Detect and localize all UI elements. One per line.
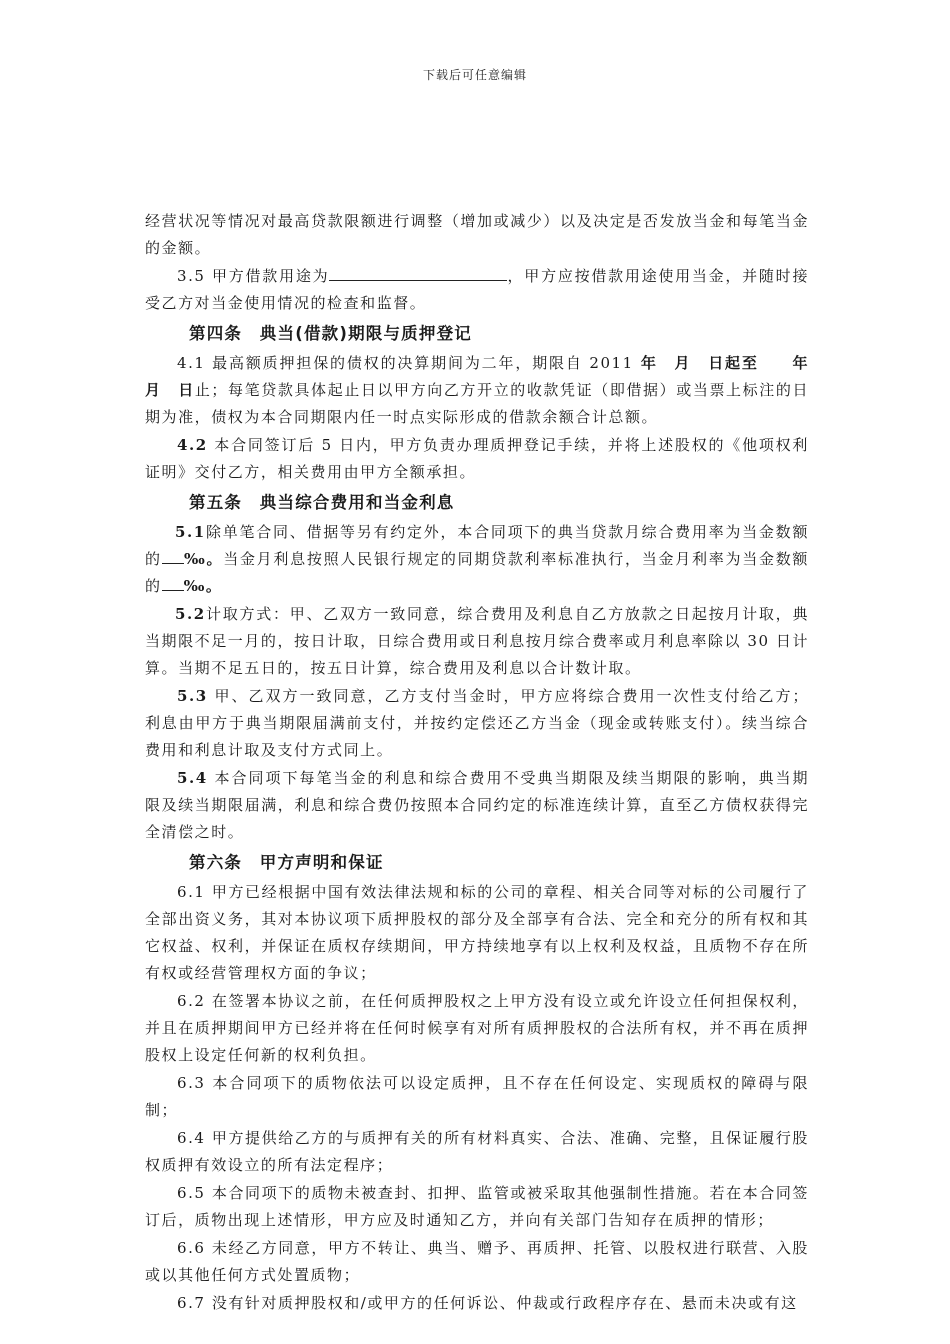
clause-5-1-number: 5.1 [175,523,206,541]
clause-6-7: 6.7 没有针对质押股权和/或甲方的任何诉讼、仲裁或行政程序存在、悬而未决或有这 [177,1294,798,1312]
clause-6-4: 6.4 甲方提供给乙方的与质押有关的所有材料真实、合法、准确、完整，且保证履行股权质押有效设立的所有法定程序； [145,1129,809,1174]
clause-5-1-text-a: 除单笔合同、借据等另有约定外，本合同项下的典当贷款月综合费用率为当金数额的 [145,523,809,568]
clause-4-1-text-a: 4.1 最高额质押担保的债权的决算期间为二年，期限自 2011 [177,354,634,372]
clause-6-6: 6.6 未经乙方同意，甲方不转让、典当、赠予、再质押、托管、以股权进行联营、入股或以其他任何方式处置质物； [145,1239,809,1284]
clause-4-2-text: 本合同签订后 5 日内，甲方负责办理质押登记手续，并将上述股权的《他项权利证明》交付乙方，相关费用由甲方全额承担。 [145,436,809,481]
clause-5-2 [145,601,809,682]
clause-4-1-text-c: 止；每笔贷款具体起止日以甲方向乙方开立的收款凭证（即借据）或当票上标注的日期为准，债权为本合同期限内任一时点实际形成的借款余额合计总额。 [145,381,809,426]
clause-6-5: 6.5 本合同项下的质物未被查封、扣押、监管或被采取其他强制性措施。若在本合同签订后，质物出现上述情形，甲方应及时通知乙方，并向有关部门告知存在质押的情形； [145,1184,809,1229]
heading-article-4: 第四条 典当(借款)期限与质押登记 [189,324,472,343]
clause-5-1-permille-2: ‰。 [183,577,223,595]
clause-5-3 [145,683,809,764]
clause-6-1: 6.1 甲方已经根据中国有效法律法规和标的公司的章程、相关合同等对标的公司履行了全部出资义务，其对本协议项下质押股权的部分及全部享有合法、完全和充分的所有权和其它权益、权利，并保证在质权存续期间，甲方持续地享有以上权利及权益，且质物不存在所有权或经营管理权方面的争议； [145,883,809,982]
clause-6-2: 6.2 在签署本协议之前，在任何质押股权之上甲方没有设立或允许设立任何担保权利，并且在质押期间甲方已经并将在任何时候享有对所有质押股权的合法所有权，并不再在质押股权上设定任何新的权利负担。 [145,992,809,1064]
document-body [145,208,826,1318]
clause-3-5-text-b: ，甲方应按借款用途使用当金，并随时接受乙方对当金使用情况的检查和监督。 [145,267,809,312]
heading-article-6: 第六条 甲方声明和保证 [189,853,384,872]
clause-5-3-text: 甲、乙双方一致同意，乙方支付当金时，甲方应将综合费用一次性支付给乙方；利息由甲方于典当期限届满前支付，并按约定偿还乙方当金（现金或转账支付）。续当综合费用和利息计取及支付方式同上。 [145,687,809,759]
blank-loan-purpose[interactable] [329,266,507,281]
paragraph-continuation: 经营状况等情况对最高贷款限额进行调整（增加或减少）以及决定是否发放当金和每笔当金的金额。 [145,212,809,257]
page-header-note: 下载后可任意编辑 [422,68,527,82]
clause-5-1-text-b: 当金月利息按照人民银行规定的同期贷款利率标准执行，当金月利率为当金数额的 [145,550,809,595]
blank-fee-rate[interactable] [162,549,184,564]
clause-5-3-number: 5.3 [177,687,208,705]
clause-5-4-text: 本合同项下每笔当金的利息和综合费用不受典当期限及续当期限的影响，典当期限及续当期限届满，利息和综合费仍按照本合同约定的标准连续计算，直至乙方债权获得完全清偿之时。 [145,769,809,841]
clause-4-2-number: 4.2 [177,436,208,454]
clause-5-2-text: 计取方式：甲、乙双方一致同意，综合费用及利息自乙方放款之日起按月计取，典当期限不足一月的，按日计取，日综合费用或日利息按月综合费率或月利息率除以 30 日计算。当期不足五日的，按五日计算，综合费用及利息以合计数计取。 [145,605,809,677]
clause-5-1-permille-1: ‰。 [183,550,224,568]
blank-interest-rate[interactable] [162,576,184,591]
clause-4-2 [145,432,809,486]
clause-5-1 [145,519,809,600]
clause-5-4 [145,765,809,846]
clause-4-1 [145,350,826,431]
heading-article-5: 第五条 典当综合费用和当金利息 [189,493,455,512]
clause-5-4-number: 5.4 [177,769,208,787]
clause-3-5 [145,263,809,317]
clause-6-3: 6.3 本合同项下的质物依法可以设定质押，且不存在任何设定、实现质权的障碍与限制； [145,1074,809,1119]
clause-5-2-number: 5.2 [175,605,206,623]
clause-3-5-text-a: 3.5 甲方借款用途为 [177,267,330,285]
clause-4-1-date-range: 年 月 日起至 年 月 日 [145,354,826,399]
